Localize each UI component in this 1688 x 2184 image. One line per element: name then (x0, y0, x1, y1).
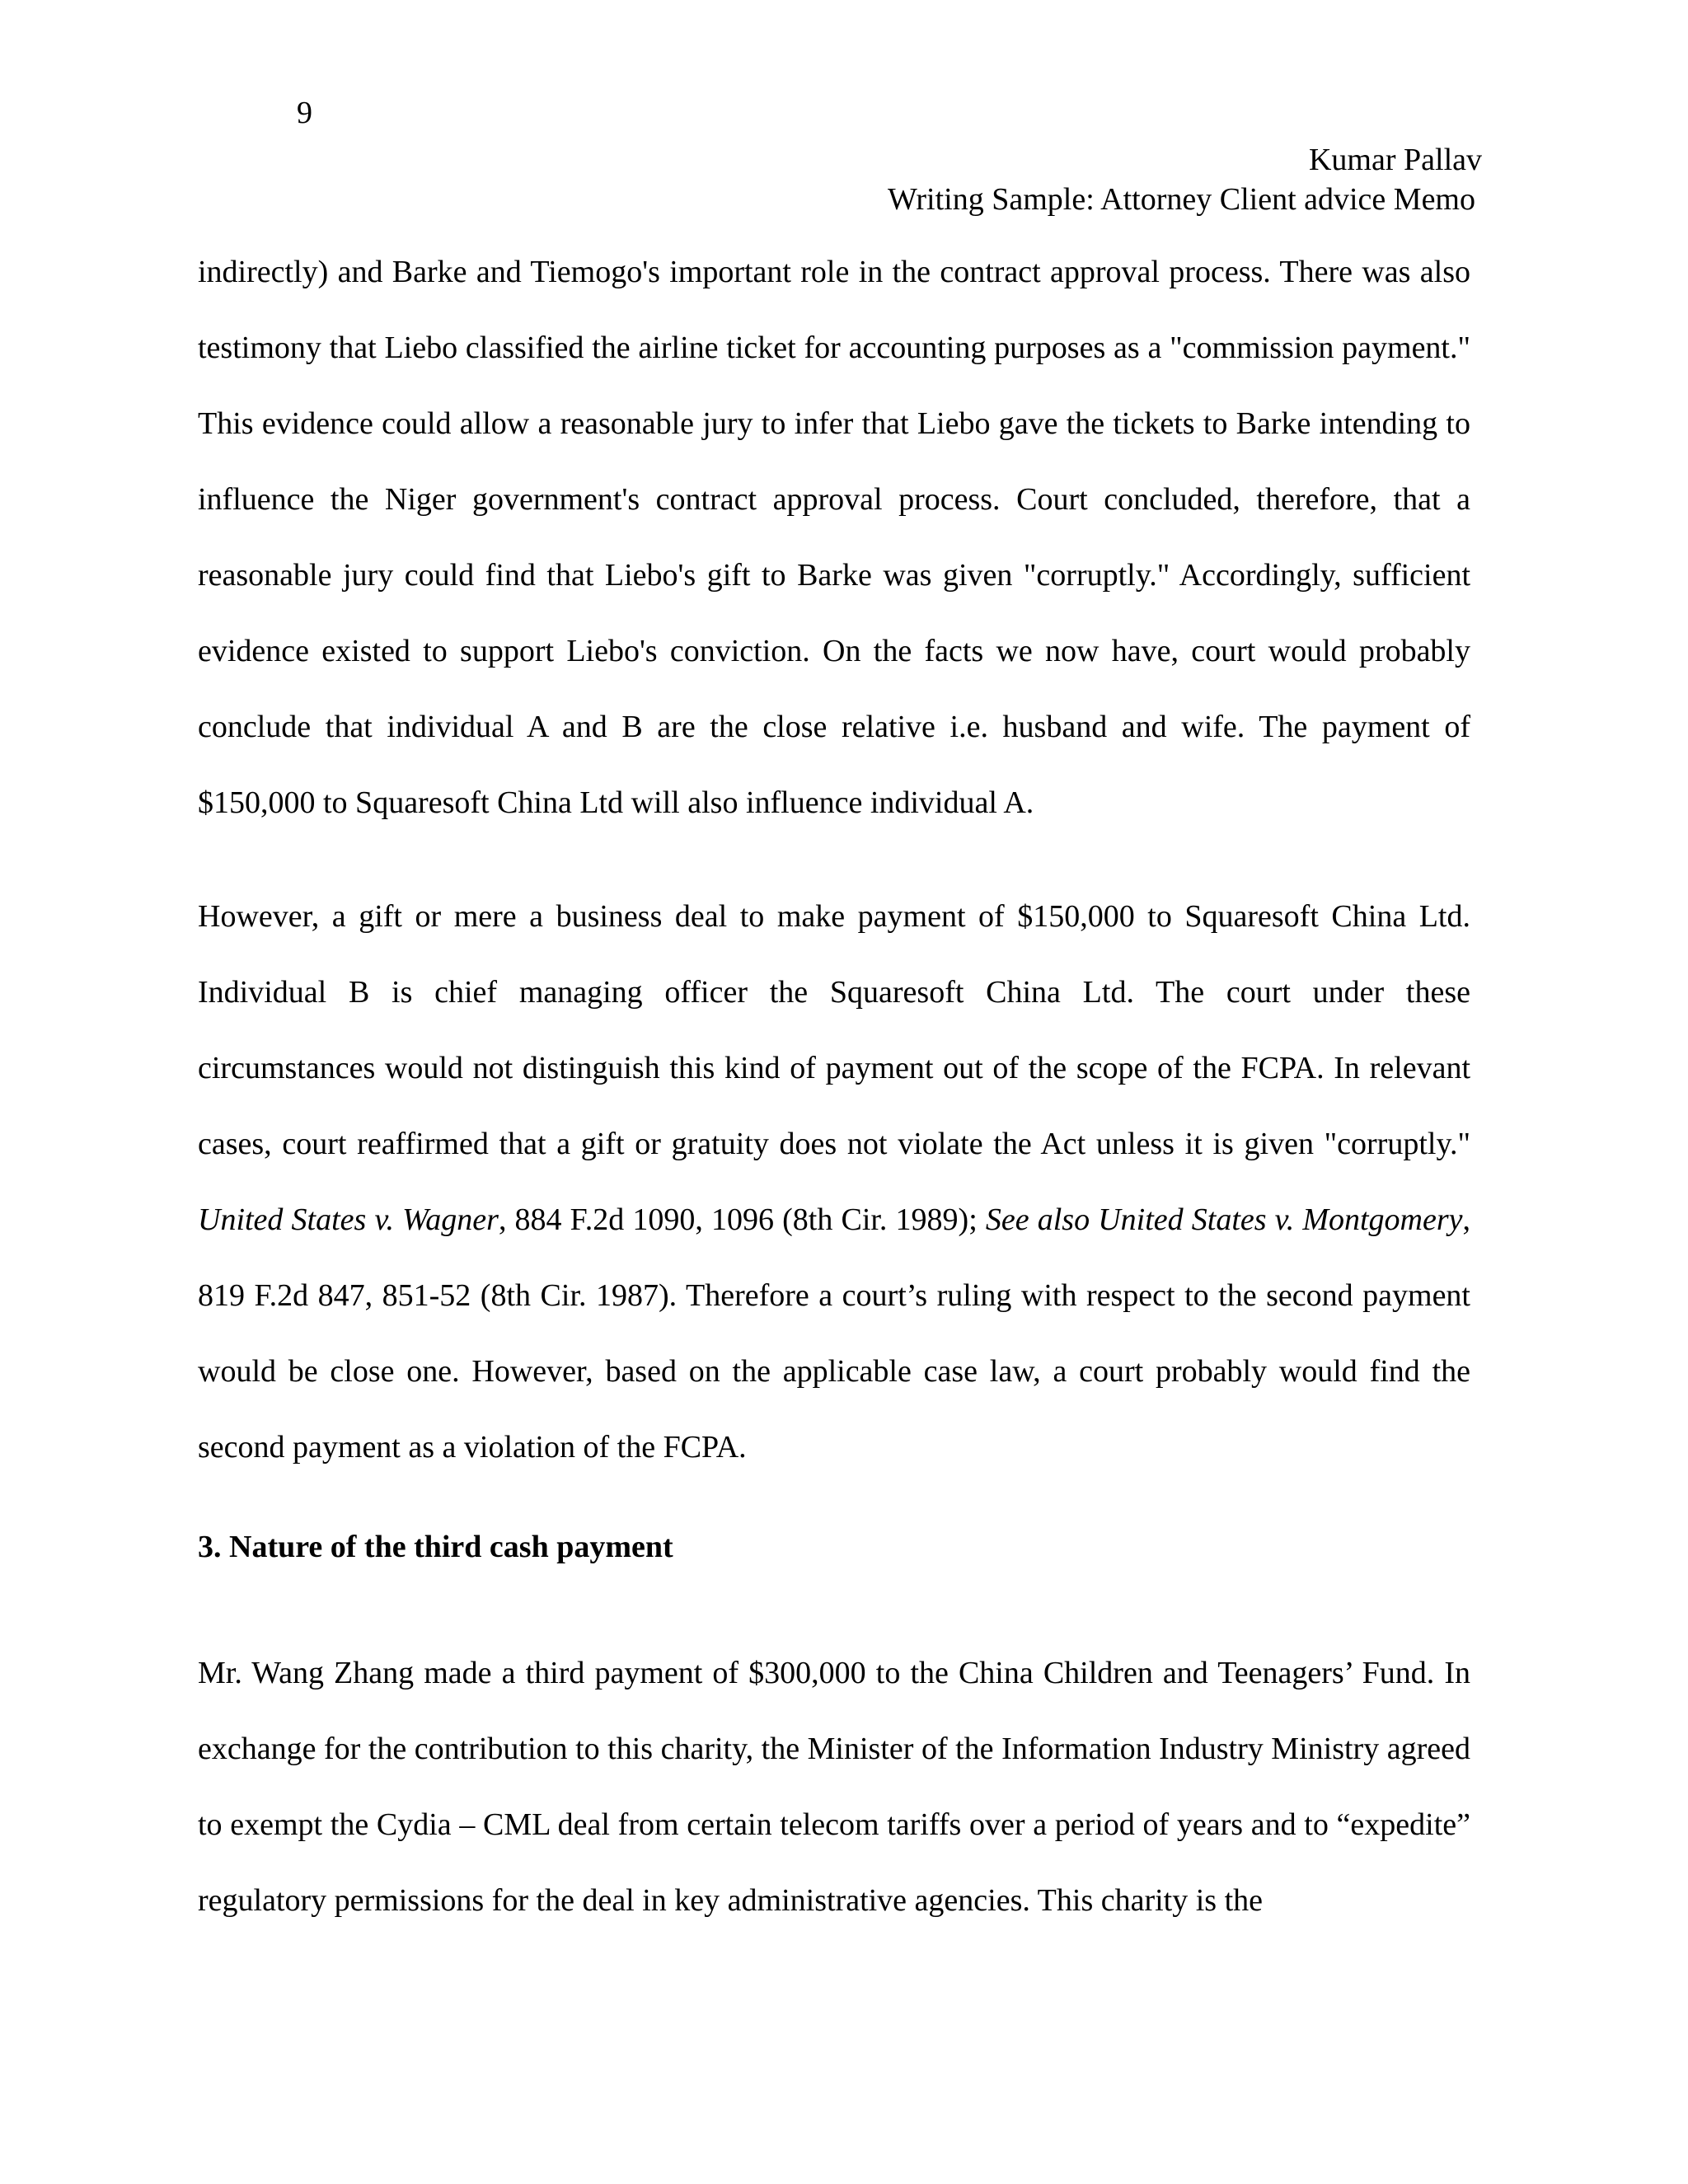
section-heading: 3. Nature of the third cash payment (198, 1530, 673, 1564)
paragraph-text: However, a gift or mere a business deal to make payment of $150,000 to Squaresoft China Ltd. Individual B is chief managing officer the Squaresoft China Ltd. The court under these circumstances would not distinguish this kind of payment out of the scope of the FCPA. In relevant cases, court reaffirmed that a gift or gratuity does not violate the Act unless it is given "corruptly." (198, 899, 1470, 1161)
running-header (888, 140, 1482, 219)
paragraph-third-payment: Mr. Wang Zhang made a third payment of $300,000 to the China Children and Teenagers’ Fund. In exchange for the contribution to this charity, the Minister of the Information Industry Ministry agreed to exempt the Cydia – CML deal from certain telecom tariffs over a period of years and to “expedite” regulatory permissions for the deal in key administrative agencies. This charity is the (198, 1656, 1470, 1918)
case-citation-montgomery: United States v. Montgomery (1098, 1202, 1463, 1237)
paragraph-text-conclusion: , 819 F.2d 847, 851-52 (8th Cir. 1987). Therefore a court’s ruling with respect to the second payment would be close one. However, based on the applicable case law, a court probably would find the second payment as a violation of the FCPA. (198, 1202, 1470, 1465)
see-also-signal: See also (985, 1202, 1090, 1237)
citation-space (1090, 1202, 1098, 1237)
paragraph-second-payment (198, 879, 1470, 1485)
paragraph-liebo-analysis: indirectly) and Barke and Tiemogo's important role in the contract approval process. There was also testimony that Liebo classified the airline ticket for accounting purposes as a "commission payment." This evidence could allow a reasonable jury to infer that Liebo gave the tickets to Barke intending to influence the Niger government's contract approval process. Court concluded, therefore, that a reasonable jury could find that Liebo's gift to Barke was given "corruptly." Accordingly, sufficient evidence existed to support Liebo's conviction. On the facts we now have, court would probably conclude that individual A and B are the close relative i.e. husband and wife. The payment of $150,000 to Squaresoft China Ltd will also influence individual A. (198, 255, 1470, 820)
citation-details: , 884 F.2d 1090, 1096 (8th Cir. 1989); (498, 1202, 986, 1237)
page-number: 9 (297, 96, 312, 130)
case-citation-wagner: United States v. Wagner (198, 1202, 499, 1237)
header-author: Kumar Pallav (1308, 143, 1482, 177)
header-title: Writing Sample: Attorney Client advice Memo (888, 182, 1475, 217)
